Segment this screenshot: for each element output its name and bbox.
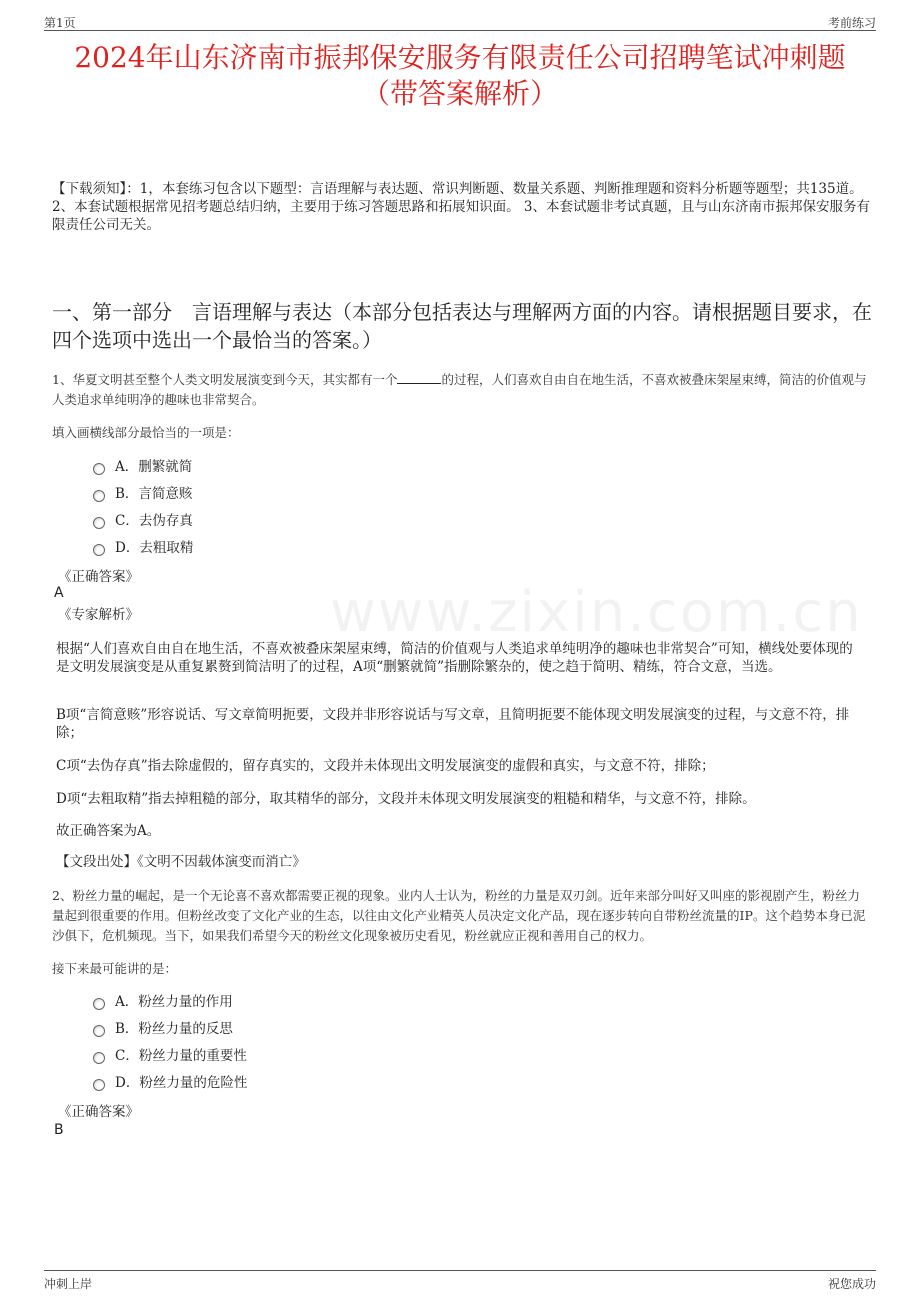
radio-icon[interactable]: [93, 517, 105, 529]
watermark: www.zixin.com.cn: [330, 580, 863, 645]
question-1-option-b[interactable]: [93, 485, 192, 503]
question-2-option-d[interactable]: [93, 1074, 247, 1092]
option-label: A．粉丝力量的作用: [115, 994, 233, 1010]
question-1-analysis-label: 《专家解析》: [58, 607, 139, 623]
question-2-stem: 2、粉丝力量的崛起，是一个无论喜不喜欢都需要正视的现象。业内人士认为，粉丝的力量是双刃剑。近年来部分叫好又叫座的影视剧产生，粉丝力量起到很重要的作用。但粉丝改变了文化产业的生态，以往由文化产业精英人员决定文化产品，现在逐步转向自带粉丝流量的IP。这个趋势本身已泥沙俱下，危机频现。当下，如果我们希望今天的粉丝文化现象被历史看见，粉丝就应正视和善用自己的权力。: [52, 888, 866, 943]
radio-icon[interactable]: [93, 998, 105, 1010]
question-1-prompt: 填入画横线部分最恰当的一项是：: [52, 425, 240, 440]
question-1-stem-part-a: 1、华夏文明甚至整个人类文明发展演变到今天，其实都有一个: [52, 372, 398, 387]
title-line-1: 2024年山东济南市振邦保安服务有限责任公司招聘笔试冲刺题: [74, 41, 846, 74]
page-number: 第1页: [44, 16, 76, 30]
header-right-label: 考前练习: [827, 16, 876, 30]
radio-icon[interactable]: [93, 1079, 105, 1091]
document-title: [40, 40, 880, 112]
question-1-option-d[interactable]: [93, 539, 193, 557]
fill-blank: [397, 371, 441, 384]
option-label: B．言简意赅: [115, 486, 193, 502]
option-label: B．粉丝力量的反思: [115, 1021, 233, 1037]
question-1-option-a[interactable]: [93, 458, 192, 476]
question-2-answer-label: 《正确答案》: [58, 1104, 139, 1120]
option-label: C．去伪存真: [115, 513, 193, 529]
analysis-paragraph: C项“去伪存真”指去除虚假的，留存真实的，文段并未体现出文明发展演变的虚假和真实，与文意不符，排除；: [56, 758, 715, 774]
question-1-stem-part-b: 的过程，人们喜欢自由自在地生活，不喜欢被叠床架屋束缚，简洁的价值观与人类追求单纯明净的趣味也非常契合。: [52, 372, 867, 407]
page-footer: [44, 1270, 876, 1295]
question-1-option-c[interactable]: [93, 512, 193, 530]
page-header: [44, 10, 876, 31]
question-2-option-b[interactable]: [93, 1020, 233, 1038]
radio-icon[interactable]: [93, 490, 105, 502]
analysis-conclusion: 故正确答案为A。: [56, 823, 161, 839]
analysis-paragraph: D项“去粗取精”指去掉粗糙的部分，取其精华的部分，文段并未体现文明发展演变的粗糙和精华，与文意不符，排除。: [56, 791, 756, 807]
option-label: D．去粗取精: [115, 540, 194, 556]
download-notice: 【下载须知】：1，本套练习包含以下题型：言语理解与表达题、常识判断题、数量关系题、判断推理题和资料分析题等题型；共135道。 2、本套试题根据常见招考题总结归纳，主要用于练习答题思路和拓展知识面。 3、本套试题非考试真题，且与山东济南市振邦保安服务有限责任公司无关。: [52, 181, 870, 233]
question-1-answer-label: 《正确答案》: [58, 569, 139, 585]
analysis-paragraph: B项“言简意赅”形容说话、写文章简明扼要，文段并非形容说话与写文章，且简明扼要不能体现文明发展演变的过程，与文意不符，排除；: [56, 707, 850, 741]
analysis-paragraph: 根据“人们喜欢自由自在地生活，不喜欢被叠床架屋束缚，简洁的价值观与人类追求单纯明净的趣味也非常契合”可知，横线处要体现的是文明发展演变是从重复累赘到简洁明了的过程，A项“删繁就简”指删除繁杂的，使之趋于简明、精练，符合文意，当选。: [56, 641, 853, 675]
radio-icon[interactable]: [93, 1025, 105, 1037]
radio-icon[interactable]: [93, 463, 105, 475]
footer-right-label: 祝您成功: [827, 1277, 876, 1291]
passage-source: 【文段出处】《文明不因载体演变而消亡》: [56, 854, 306, 870]
question-2-prompt: 接下来最可能讲的是：: [52, 961, 178, 976]
question-2-option-a[interactable]: [93, 993, 233, 1011]
radio-icon[interactable]: [93, 1052, 105, 1064]
question-1-answer: A: [54, 585, 64, 601]
section-heading: 一、第一部分 言语理解与表达（本部分包括表达与理解两方面的内容。请根据题目要求，在四个选项中选出一个最恰当的答案。）: [52, 300, 872, 352]
question-2-option-c[interactable]: [93, 1047, 247, 1065]
radio-icon[interactable]: [93, 544, 105, 556]
question-1-stem: [52, 370, 872, 410]
question-2-answer: B: [54, 1122, 64, 1138]
title-line-2: （带答案解析）: [361, 77, 558, 110]
option-label: C．粉丝力量的重要性: [115, 1048, 247, 1064]
footer-left-label: 冲刺上岸: [44, 1277, 93, 1291]
option-label: D．粉丝力量的危险性: [115, 1075, 248, 1091]
option-label: A．删繁就简: [115, 459, 193, 475]
